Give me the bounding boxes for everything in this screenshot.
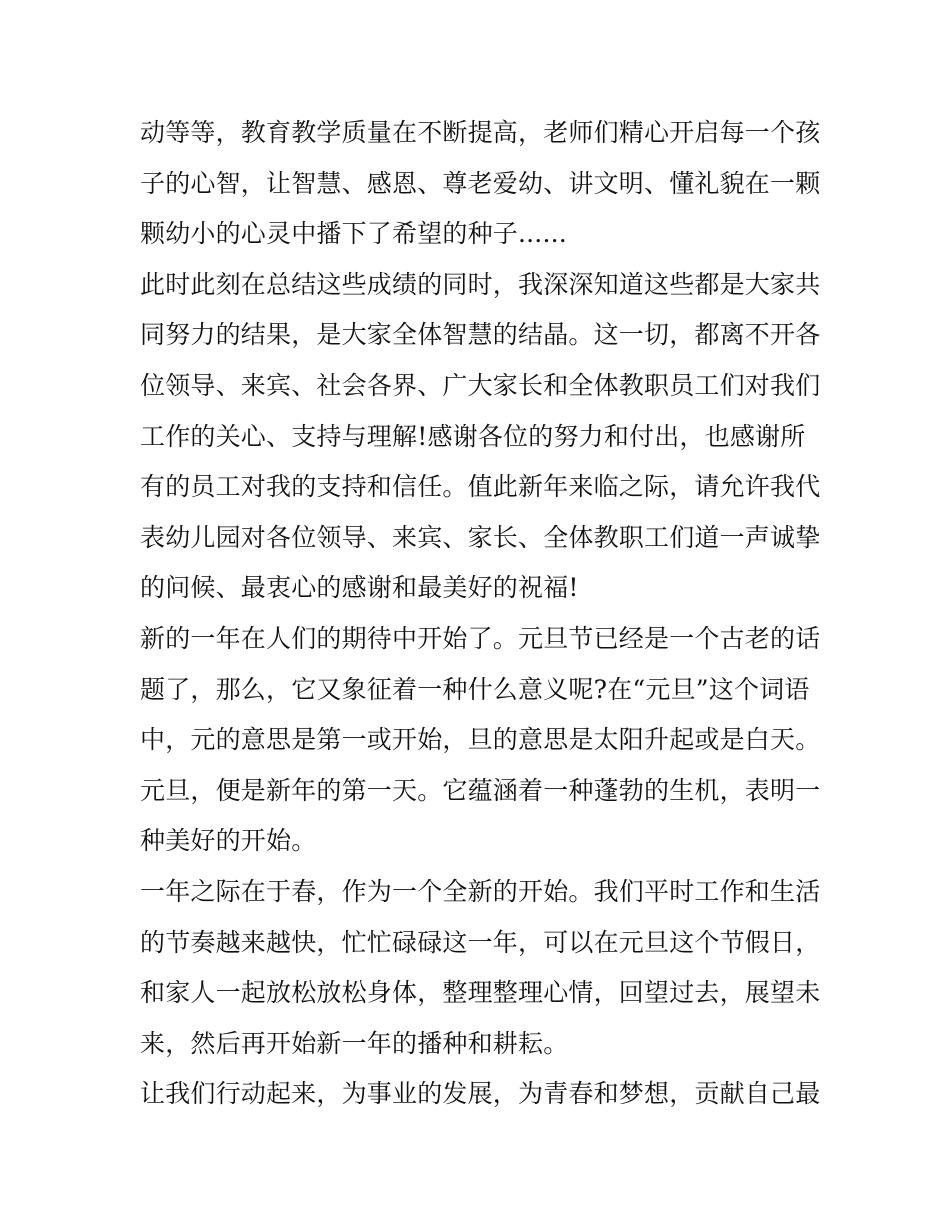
text-line: 有的员工对我的支持和信任。值此新年来临之际，请允许我代 xyxy=(140,472,821,502)
text-line: 动等等，教育教学质量在不断提高，老师们精心开启每一个孩 xyxy=(140,118,821,147)
text-line: 种美好的开始。 xyxy=(140,826,317,856)
text-line: 位领导、来宾、社会各界、广大家长和全体教职员工们对我们 xyxy=(140,370,821,400)
body-text xyxy=(140,108,820,1120)
text-line: 来，然后再开始新一年的播种和耕耘。 xyxy=(140,1028,569,1058)
text-line: 工作的关心、支持与理解!感谢各位的努力和付出，也感谢所 xyxy=(140,421,806,451)
text-line: 题了，那么，它又象征着一种什么意义呢?在“元旦”这个词语 xyxy=(140,674,810,704)
text-line: 同努力的结果，是大家全体智慧的结晶。这一切，都离不开各 xyxy=(140,320,821,350)
text-line: 此时此刻在总结这些成绩的同时，我深深知道这些都是大家共 xyxy=(140,269,821,299)
text-line: 一年之际在于春，作为一个全新的开始。我们平时工作和生活 xyxy=(140,876,821,906)
text-line: 表幼儿园对各位领导、来宾、家长、全体教职工们道一声诚挚 xyxy=(140,522,821,552)
text-line: 的问候、最衷心的感谢和最美好的祝福! xyxy=(140,573,579,603)
text-line: 和家人一起放松放松身体，整理整理心情，回望过去，展望未 xyxy=(140,978,821,1008)
text-line: 新的一年在人们的期待中开始了。元旦节已经是一个古老的话 xyxy=(140,623,821,653)
text-line: 中，元的意思是第一或开始，旦的意思是太阳升起或是白天。 xyxy=(140,725,821,755)
text-line: 子的心智，让智慧、感恩、尊老爱幼、讲文明、懂礼貌在一颗 xyxy=(140,168,821,198)
text-line: 元旦，便是新年的第一天。它蕴涵着一种蓬勃的生机，表明一 xyxy=(140,775,821,805)
text-line: 让我们行动起来，为事业的发展，为青春和梦想，贡献自己最 xyxy=(140,1079,821,1109)
text-line: 的节奏越来越快，忙忙碌碌这一年，可以在元旦这个节假日， xyxy=(140,927,821,957)
text-line: 颗幼小的心灵中播下了希望的种子...... xyxy=(140,219,567,249)
